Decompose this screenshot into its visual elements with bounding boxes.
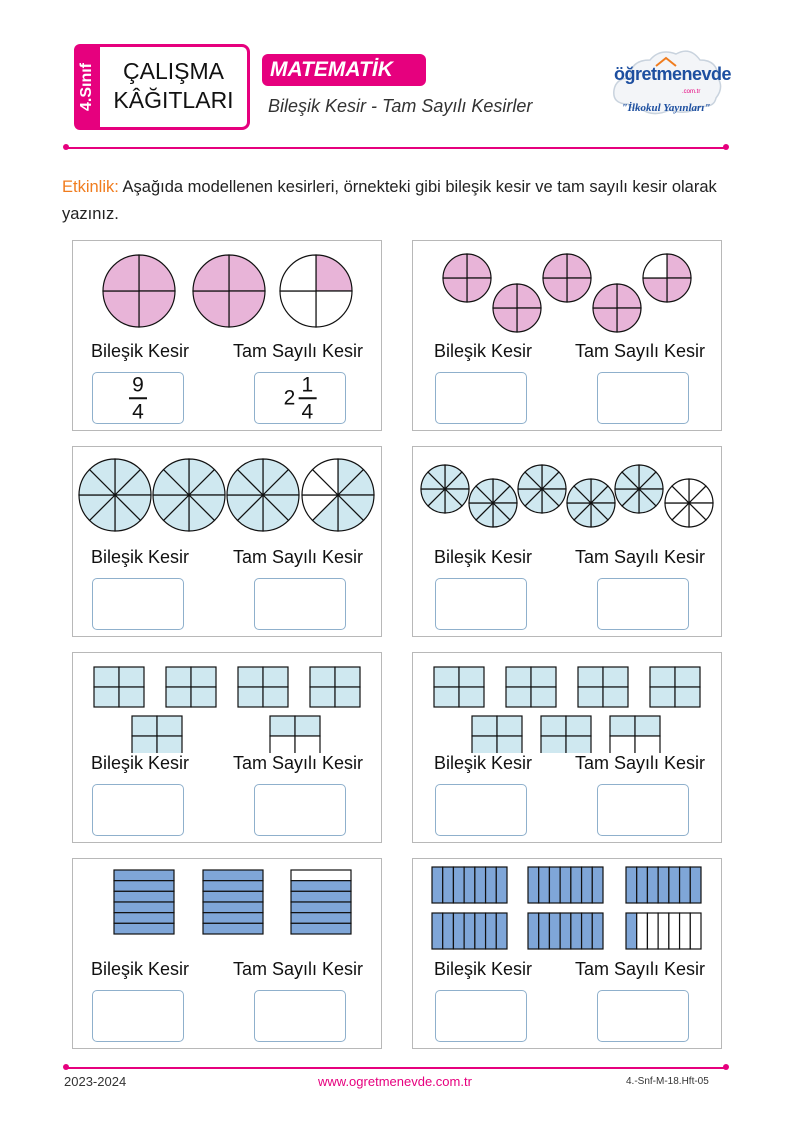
shaded-part [541, 736, 566, 753]
shaded-part [193, 255, 229, 291]
improper-answer-box[interactable] [435, 990, 527, 1042]
grade-badge [74, 44, 100, 130]
fraction-circle [302, 459, 374, 531]
improper-answer-box[interactable] [92, 578, 184, 630]
shaded-part [291, 891, 351, 902]
empty-part [669, 913, 680, 949]
shaded-part [517, 308, 541, 332]
shaded-part [592, 867, 603, 903]
shaded-part [506, 667, 531, 687]
fraction-circle [469, 479, 517, 527]
shaded-part [453, 867, 464, 903]
mixed-label: Tam Sayılı Kesir [233, 547, 364, 567]
empty-part [647, 913, 658, 949]
shaded-part [680, 867, 691, 903]
shaded-part [291, 923, 351, 934]
shaded-part [203, 881, 263, 892]
fraction-bar [298, 397, 316, 399]
fraction-circle [615, 465, 663, 513]
shaded-part [94, 687, 119, 707]
improper-answer-box[interactable] [435, 578, 527, 630]
fraction-circle [193, 255, 265, 327]
fraction-circle [227, 459, 299, 531]
title-line-2: KÂĞITLARI [113, 87, 234, 113]
shaded-part [467, 254, 491, 278]
shaded-part [193, 291, 229, 327]
example-improper-fraction [129, 373, 147, 423]
shaded-part [434, 667, 459, 687]
fraction-circle [153, 459, 225, 531]
empty-part [690, 913, 701, 949]
fraction-circle [593, 284, 641, 332]
shaded-part [650, 667, 675, 687]
shaded-part [667, 278, 691, 302]
shaded-part [497, 736, 522, 753]
shaded-part [626, 867, 637, 903]
shaded-part [475, 867, 486, 903]
shaded-part [566, 736, 591, 753]
shaded-part [531, 687, 556, 707]
instruction [62, 174, 730, 228]
fraction-bar-model [432, 867, 507, 903]
fraction-bar-model [203, 870, 263, 934]
footer-code: 4.-Snf-M-18.Hft-05 [626, 1076, 709, 1087]
fraction-circle [421, 465, 469, 513]
shaded-part [496, 913, 507, 949]
mixed-answer-box[interactable] [254, 784, 346, 836]
shaded-part [459, 667, 484, 687]
shaded-part [626, 913, 637, 949]
fraction-grid [132, 716, 182, 753]
fraction-bar-model [626, 913, 701, 949]
fraction-grid [472, 716, 522, 753]
fraction-grid [650, 667, 700, 707]
empty-part [316, 291, 352, 327]
shaded-part [139, 291, 175, 327]
shaded-part [203, 923, 263, 934]
exercise-card-4 [412, 446, 722, 637]
shaded-part [635, 716, 660, 736]
improper-answer-box[interactable] [435, 372, 527, 424]
publisher-logo [608, 44, 732, 124]
improper-answer-box[interactable] [92, 784, 184, 836]
mixed-answer-box[interactable] [597, 990, 689, 1042]
shaded-part [578, 687, 603, 707]
shaded-part [517, 284, 541, 308]
fraction-grid [434, 667, 484, 707]
shaded-part [295, 716, 320, 736]
shaded-part [647, 867, 658, 903]
shaded-part [486, 867, 497, 903]
shaded-part [263, 687, 288, 707]
card-model [413, 859, 723, 959]
shaded-part [229, 291, 265, 327]
mixed-answer-box[interactable] [597, 372, 689, 424]
shaded-part [464, 867, 475, 903]
exercise-card-1 [72, 240, 382, 431]
exercise-card-6 [412, 652, 722, 843]
shaded-part [229, 255, 265, 291]
shaded-part [157, 736, 182, 753]
fraction-grid [541, 716, 591, 753]
shaded-part [543, 254, 567, 278]
improper-label: Bileşik Kesir [434, 753, 533, 773]
fraction-bar-model [432, 913, 507, 949]
shaded-part [270, 716, 295, 736]
card-model [73, 447, 383, 547]
shaded-part [132, 736, 157, 753]
shaded-part [432, 867, 443, 903]
mixed-fraction [298, 373, 316, 423]
shaded-part [132, 716, 157, 736]
shaded-part [119, 687, 144, 707]
shaded-part [497, 716, 522, 736]
mixed-label: Tam Sayılı Kesir [233, 959, 364, 979]
card-model [413, 241, 723, 341]
shaded-part [610, 716, 635, 736]
shaded-part [119, 667, 144, 687]
logo-wordmark: öğretmenevde [614, 64, 732, 84]
empty-part [637, 913, 648, 949]
mixed-whole: 2 [283, 386, 296, 409]
fraction-numerator: 9 [132, 373, 144, 397]
shaded-part [617, 308, 641, 332]
fraction-circle [518, 465, 566, 513]
subject-badge: MATEMATİK [262, 54, 426, 86]
fraction-circle [443, 254, 491, 302]
shaded-part [432, 913, 443, 949]
shaded-part [203, 913, 263, 924]
shaded-part [335, 687, 360, 707]
shaded-part [166, 687, 191, 707]
shaded-part [539, 867, 550, 903]
shaded-part [472, 736, 497, 753]
shaded-part [157, 716, 182, 736]
shaded-part [114, 923, 174, 934]
shaded-part [637, 867, 648, 903]
shaded-part [567, 278, 591, 302]
fraction-grid [506, 667, 556, 707]
shaded-part [493, 284, 517, 308]
improper-label: Bileşik Kesir [434, 341, 533, 361]
card-model [73, 859, 383, 959]
shaded-part [549, 913, 560, 949]
empty-part [643, 254, 667, 278]
shaded-part [531, 667, 556, 687]
card-model [413, 447, 723, 547]
topic-title: Bileşik Kesir - Tam Sayılı Kesirler [268, 96, 533, 116]
improper-answer-box[interactable] [92, 372, 184, 424]
mixed-label: Tam Sayılı Kesir [575, 341, 706, 361]
example-mixed-number [284, 373, 317, 423]
shaded-part [541, 716, 566, 736]
shaded-part [335, 667, 360, 687]
shaded-part [603, 687, 628, 707]
shaded-part [567, 254, 591, 278]
shaded-part [263, 667, 288, 687]
shaded-part [434, 687, 459, 707]
empty-part [291, 870, 351, 881]
shaded-part [493, 308, 517, 332]
header-divider [66, 147, 726, 149]
shaded-part [103, 255, 139, 291]
empty-part [635, 736, 660, 753]
fraction-grid [238, 667, 288, 707]
mixed-answer-box[interactable] [254, 578, 346, 630]
empty-part [270, 736, 295, 753]
improper-label: Bileşik Kesir [91, 547, 190, 567]
shaded-part [650, 687, 675, 707]
shaded-part [560, 867, 571, 903]
shaded-part [475, 913, 486, 949]
shaded-part [467, 278, 491, 302]
shaded-part [310, 687, 335, 707]
shaded-part [643, 278, 667, 302]
logo-domain: .com.tr [682, 89, 701, 95]
shaded-part [443, 254, 467, 278]
shaded-part [667, 254, 691, 278]
empty-part [658, 913, 669, 949]
shaded-part [528, 867, 539, 903]
improper-label: Bileşik Kesir [91, 341, 190, 361]
shaded-part [103, 291, 139, 327]
fraction-grid [166, 667, 216, 707]
improper-label: Bileşik Kesir [434, 547, 533, 567]
shaded-part [658, 867, 669, 903]
mixed-answer-box[interactable] [254, 990, 346, 1042]
exercise-card-8 [412, 858, 722, 1049]
shaded-part [459, 687, 484, 707]
shaded-part [578, 667, 603, 687]
divider-dot-right [723, 1064, 729, 1070]
card-model [73, 241, 383, 341]
empty-part [280, 291, 316, 327]
mixed-answer-box[interactable] [597, 784, 689, 836]
shaded-part [316, 255, 352, 291]
shaded-part [238, 687, 263, 707]
shaded-part [94, 667, 119, 687]
shaded-part [549, 867, 560, 903]
divider-dot-left [63, 1064, 69, 1070]
fraction-grid [610, 716, 660, 753]
worksheet-title [100, 44, 250, 130]
shaded-part [571, 913, 582, 949]
shaded-part [139, 255, 175, 291]
grade-text: 4.Sınıf [78, 62, 95, 112]
empty-part [680, 913, 691, 949]
shaded-part [114, 881, 174, 892]
mixed-label: Tam Sayılı Kesir [575, 547, 706, 567]
shaded-part [582, 867, 593, 903]
fraction-circle [543, 254, 591, 302]
fraction-grid [310, 667, 360, 707]
shaded-part [582, 913, 593, 949]
shaded-part [560, 913, 571, 949]
title-line-1: ÇALIŞMA [123, 58, 224, 84]
empty-part [295, 736, 320, 753]
fraction-circle [493, 284, 541, 332]
shaded-part [539, 913, 550, 949]
shaded-part [593, 284, 617, 308]
exercise-card-3 [72, 446, 382, 637]
mixed-answer-box[interactable] [254, 372, 346, 424]
mixed-label: Tam Sayılı Kesir [233, 753, 364, 773]
fraction-bar-model [528, 867, 603, 903]
fraction-numerator: 1 [301, 373, 314, 397]
fraction-circle [665, 479, 713, 527]
shaded-part [675, 667, 700, 687]
improper-answer-box[interactable] [92, 990, 184, 1042]
mixed-label: Tam Sayılı Kesir [575, 959, 706, 979]
shaded-part [496, 867, 507, 903]
footer-divider [66, 1067, 726, 1069]
shaded-part [114, 902, 174, 913]
instruction-label: Etkinlik: [62, 178, 119, 196]
logo-tagline: "İlkokul Yayınları" [621, 102, 711, 114]
shaded-part [443, 278, 467, 302]
fraction-grid [270, 716, 320, 753]
shaded-part [453, 913, 464, 949]
shaded-part [191, 687, 216, 707]
fraction-bar-model [114, 870, 174, 934]
shaded-part [291, 913, 351, 924]
shaded-part [114, 870, 174, 881]
improper-label: Bileşik Kesir [91, 753, 190, 773]
improper-label: Bileşik Kesir [91, 959, 190, 979]
shaded-part [203, 902, 263, 913]
fraction-bar-model [291, 870, 351, 934]
fraction-bar-model [626, 867, 701, 903]
shaded-part [310, 667, 335, 687]
improper-answer-box[interactable] [435, 784, 527, 836]
mixed-label: Tam Sayılı Kesir [233, 341, 364, 361]
shaded-part [464, 913, 475, 949]
shaded-part [472, 716, 497, 736]
shaded-part [617, 284, 641, 308]
divider-dot-right [723, 144, 729, 150]
footer-website[interactable]: www.ogretmenevde.com.tr [318, 1074, 472, 1089]
shaded-part [528, 913, 539, 949]
empty-part [610, 736, 635, 753]
shaded-part [571, 867, 582, 903]
footer-year: 2023-2024 [64, 1074, 127, 1089]
shaded-part [114, 913, 174, 924]
shaded-part [203, 891, 263, 902]
fraction-circle [79, 459, 151, 531]
shaded-part [593, 308, 617, 332]
exercise-card-7 [72, 858, 382, 1049]
shaded-part [203, 870, 263, 881]
shaded-part [669, 867, 680, 903]
shaded-part [291, 902, 351, 913]
fraction-bar [129, 397, 147, 399]
shaded-part [566, 716, 591, 736]
fraction-circle [567, 479, 615, 527]
exercise-card-2 [412, 240, 722, 431]
shaded-part [675, 687, 700, 707]
shaded-part [291, 881, 351, 892]
fraction-grid [578, 667, 628, 707]
shaded-part [443, 913, 454, 949]
shaded-part [592, 913, 603, 949]
shaded-part [603, 667, 628, 687]
fraction-circle [643, 254, 691, 302]
shaded-part [238, 667, 263, 687]
improper-label: Bileşik Kesir [434, 959, 533, 979]
mixed-answer-box[interactable] [597, 578, 689, 630]
fraction-grid [94, 667, 144, 707]
shaded-part [543, 278, 567, 302]
exercise-card-5 [72, 652, 382, 843]
shaded-part [690, 867, 701, 903]
fraction-denominator: 4 [301, 399, 314, 423]
fraction-denominator: 4 [132, 399, 144, 423]
instruction-text: Aşağıda modellenen kesirleri, örnekteki gibi bileşik kesir ve tam sayılı kesir olarak yazınız. [62, 178, 717, 223]
card-model [413, 653, 723, 753]
fraction-circle [103, 255, 175, 327]
mixed-label: Tam Sayılı Kesir [575, 753, 706, 773]
shaded-part [506, 687, 531, 707]
shaded-part [191, 667, 216, 687]
shaded-part [443, 867, 454, 903]
divider-dot-left [63, 144, 69, 150]
card-model [73, 653, 383, 753]
shaded-part [114, 891, 174, 902]
empty-part [280, 255, 316, 291]
shaded-part [486, 913, 497, 949]
fraction-bar-model [528, 913, 603, 949]
shaded-part [166, 667, 191, 687]
fraction-circle [280, 255, 352, 327]
